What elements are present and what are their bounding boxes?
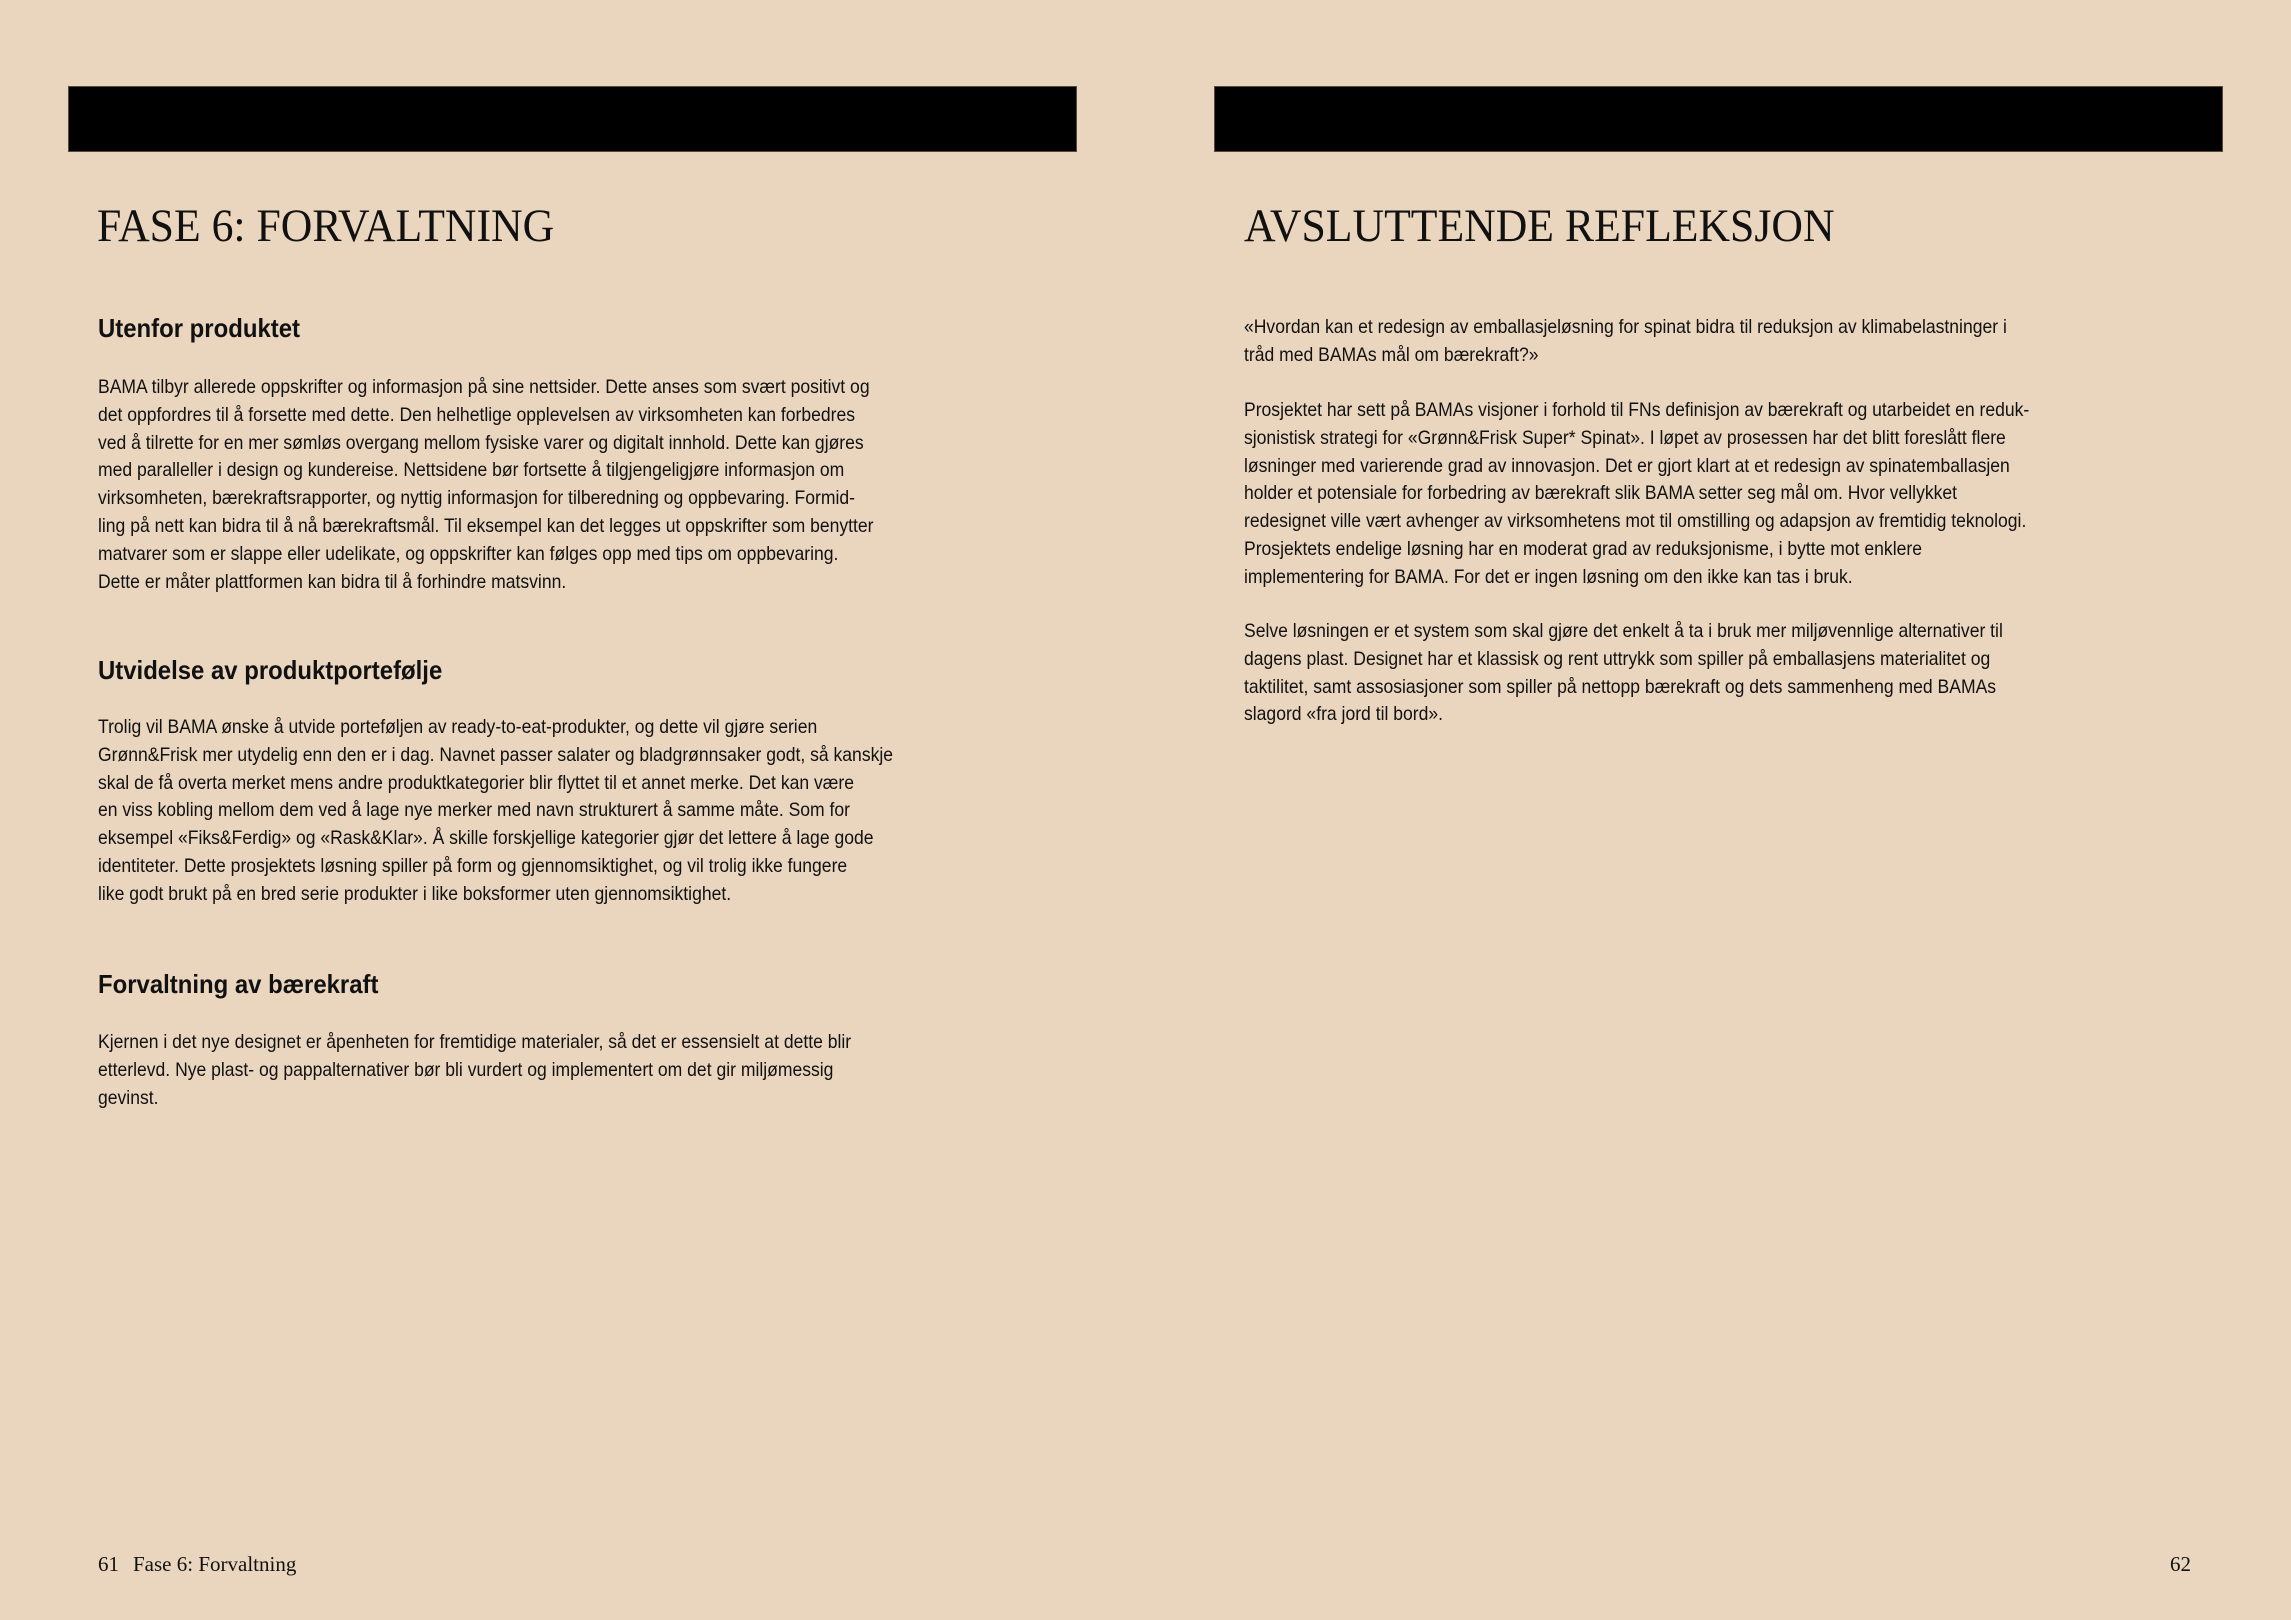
text-line: etterlevd. Nye plast- og pappalternativer bør bli vurdert og implementert om det gir miljømessig xyxy=(98,1058,834,1081)
footer-right xyxy=(2170,1551,2191,1577)
text-line: gevinst. xyxy=(98,1086,159,1109)
text-line: tråd med BAMAs mål om bærekraft?» xyxy=(1244,343,1539,366)
text-line: en viss kobling mellom dem ved å lage nye merker med navn strukturert å samme måte. Som for xyxy=(98,799,851,822)
section-body-forvaltning-av-baerekraft xyxy=(98,1029,935,1112)
text-line: Kjernen i det nye designet er åpenheten for fremtidige materialer, så det er essensielt at dette blir xyxy=(98,1031,852,1053)
text-line: Grønn&Frisk mer utydelig enn den er i dag. Navnet passer salater og bladgrønnsaker godt, så kanskje xyxy=(98,743,894,766)
text-line: virksomheten, bærekraftsrapporter, og nyttig informasjon for tilberedning og oppbevaring. Formid- xyxy=(98,487,855,510)
footer-left xyxy=(98,1551,296,1577)
text-line: dagens plast. Designet har et klassisk og rent uttrykk som spiller på emballasjens materialitet og xyxy=(1244,647,1991,670)
text-line: matvarer som er slappe eller udelikate, og oppskrifter kan følges opp med tips om oppbevaring. xyxy=(98,542,839,565)
text-line: redesignet ville vært avhenger av virksomhetens mot til omstilling og adapsjon av fremtidig teknologi. xyxy=(1244,510,2027,533)
research-question xyxy=(1244,314,2092,370)
text-line: Prosjektet har sett på BAMAs visjoner i forhold til FNs definisjon av bærekraft og utarbeidet en reduk- xyxy=(1244,399,2030,421)
text-line: med paralleller i design og kundereise. Nettsidene bør fortsette å tilgjengeligjøre informasjon om xyxy=(98,459,845,482)
text-line: Trolig vil BAMA ønske å utvide porteføljen av ready-to-eat-produkter, og dette vil gjøre serien xyxy=(98,716,818,738)
text-line: taktilitet, samt assosiasjoner som spiller på nettopp bærekraft og dets sammenheng med BAMAs xyxy=(1244,675,1997,698)
section-heading-forvaltning-av-baerekraft: Forvaltning av bærekraft xyxy=(98,969,379,999)
page-number-right: 62 xyxy=(2170,1552,2191,1576)
text-line: «Hvordan kan et redesign av emballasjeløsning for spinat bidra til reduksjon av klimabelastninger i xyxy=(1244,316,2007,338)
text-line: identiteter. Dette prosjektets løsning spiller på form og gjennomsiktighet, og vil trolig ikke fungere xyxy=(98,854,848,877)
page-title-left: FASE 6: FORVALTNING xyxy=(97,200,555,252)
section-body-utvidelse xyxy=(98,714,981,909)
text-line: ling på nett kan bidra til å nå bærekraftsmål. Til eksempel kan det legges ut oppskrifter som benytter xyxy=(98,514,874,537)
text-line: Dette er måter plattformen kan bidra til å forhindre matsvinn. xyxy=(98,570,567,593)
text-line: implementering for BAMA. For det er ingen løsning om den ikke kan tas i bruk. xyxy=(1244,565,1853,588)
section-body-utenfor-produktet xyxy=(98,374,960,596)
text-line: ved å tilrette for en mer sømløs overgang mellom fysiske varer og digitalt innhold. Dette kan gjøres xyxy=(98,431,864,454)
text-line: det oppfordres til å forsette med dette. Den helhetlige opplevelsen av virksomheten kan forbedres xyxy=(98,403,856,426)
section-heading-utenfor-produktet: Utenfor produktet xyxy=(98,313,300,343)
page-number-left: 61 xyxy=(98,1552,119,1576)
reflection-paragraph-1 xyxy=(1244,397,2117,592)
page-title-right: AVSLUTTENDE REFLEKSJON xyxy=(1244,200,1835,252)
text-line: løsninger med varierende grad av innovasjon. Det er gjort klart at et redesign av spinatemballasjen xyxy=(1244,454,2010,477)
header-bar-right xyxy=(1215,87,2222,151)
text-line: BAMA tilbyr allerede oppskrifter og informasjon på sine nettsider. Dette anses som svært positivt og xyxy=(98,376,870,398)
header-bar-left xyxy=(69,87,1076,151)
text-line: like godt brukt på en bred serie produkter i like boksformer uten gjennomsiktighet. xyxy=(98,882,732,905)
text-line: Prosjektets endelige løsning har en moderat grad av reduksjonisme, i bytte mot enklere xyxy=(1244,537,1922,560)
reflection-paragraph-2 xyxy=(1244,618,2087,729)
section-heading-utvidelse: Utvidelse av produktportefølje xyxy=(98,655,443,685)
text-line: Selve løsningen er et system som skal gjøre det enkelt å ta i bruk mer miljøvennlige alternativer til xyxy=(1244,620,2003,642)
footer-section-label: Fase 6: Forvaltning xyxy=(133,1552,297,1576)
text-line: eksempel «Fiks&Ferdig» og «Rask&Klar». Å skille forskjellige kategorier gjør det lettere å lage gode xyxy=(98,827,874,850)
text-line: skal de få overta merket mens andre produktkategorier blir flyttet til et annet merke. Det kan være xyxy=(98,771,854,794)
text-line: slagord «fra jord til bord». xyxy=(1244,703,1444,726)
text-line: holder et potensiale for forbedring av bærekraft slik BAMA setter seg mål om. Hvor vellykket xyxy=(1244,482,1958,505)
text-line: sjonistisk strategi for «Grønn&Frisk Super* Spinat». I løpet av prosessen har det blitt foreslått flere xyxy=(1244,426,2006,449)
